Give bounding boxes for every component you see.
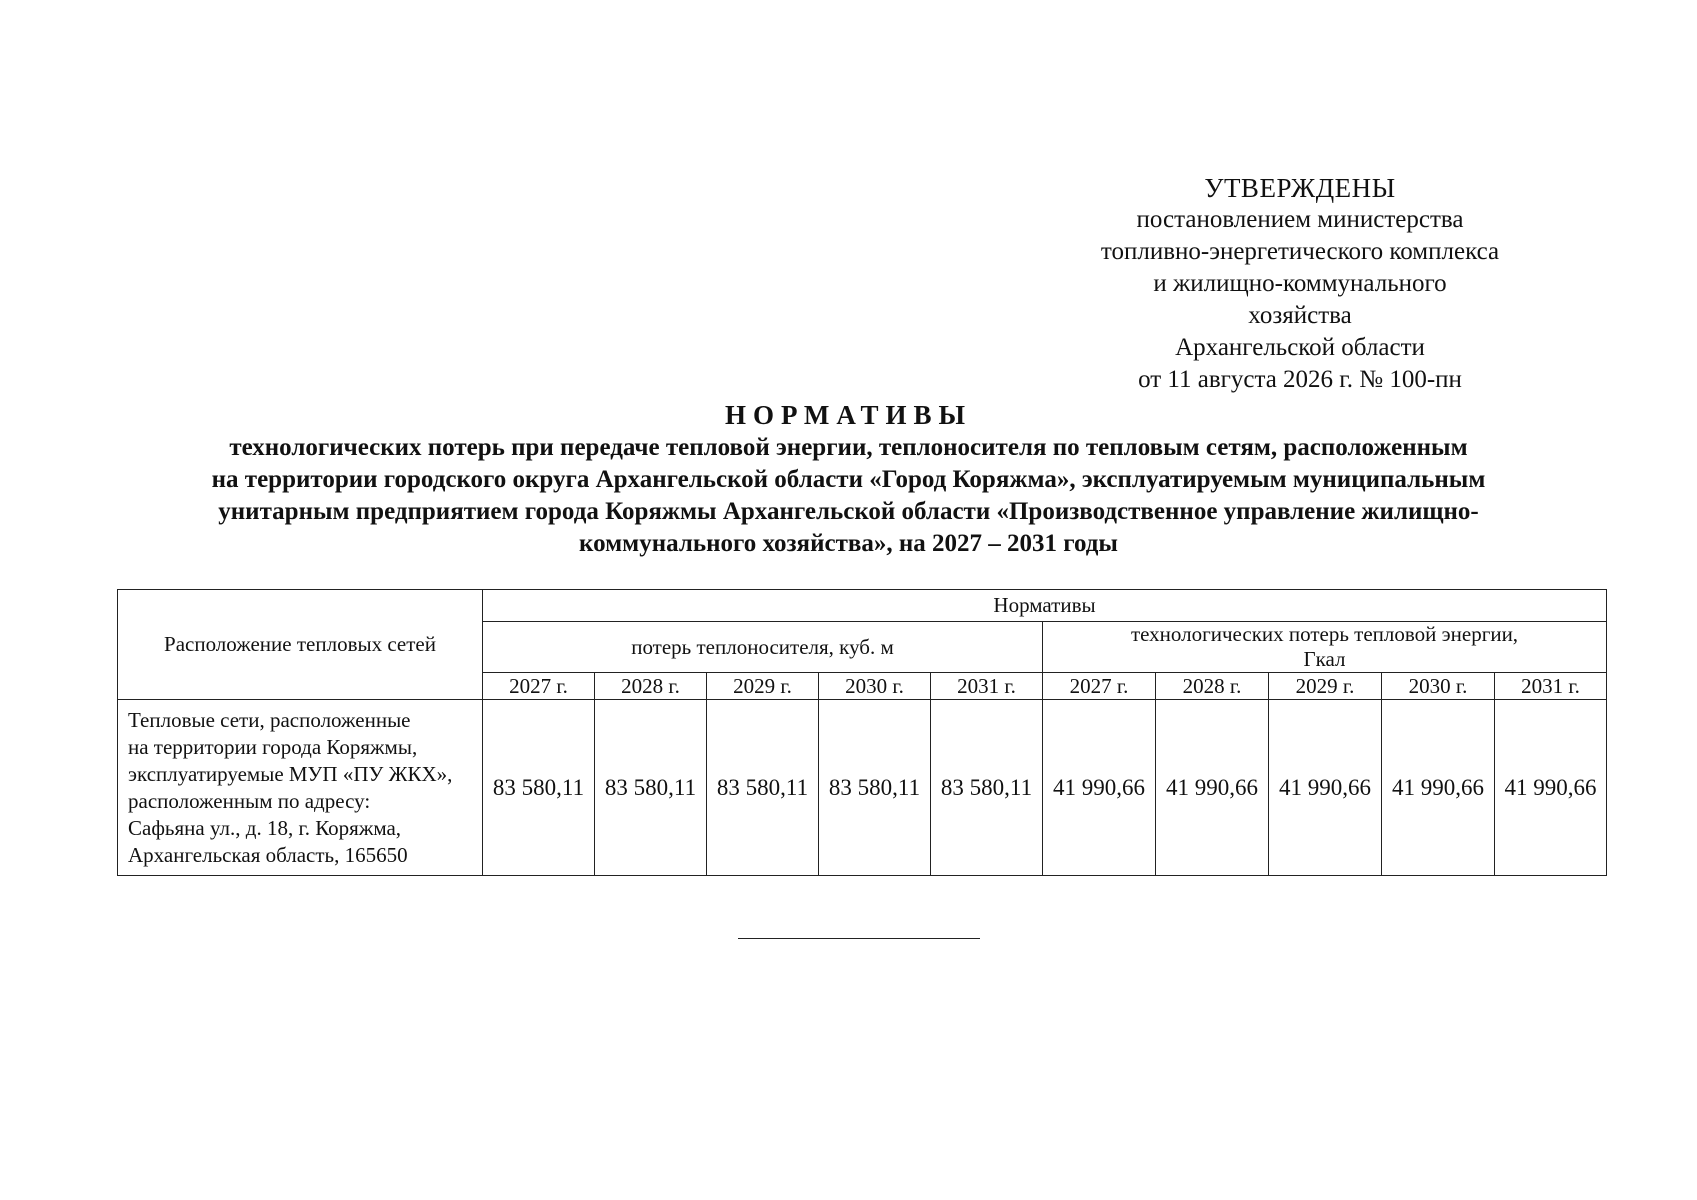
year-header: 2028 г.: [1156, 673, 1269, 700]
heat-value: 41 990,66: [1269, 700, 1382, 876]
location-line: на территории города Коряжмы,: [128, 734, 418, 759]
year-header: 2030 г.: [1382, 673, 1495, 700]
location-line: эксплуатируемые МУП «ПУ ЖКХ»,: [128, 761, 453, 786]
approval-line: топливно-энергетического комплекса: [1100, 238, 1500, 265]
year-header: 2027 г.: [483, 673, 595, 700]
year-header: 2028 г.: [595, 673, 707, 700]
year-header: 2027 г.: [1043, 673, 1156, 700]
subtitle-line: на территории городского округа Архангельской области «Город Коряжма», эксплуатируемым муниципальным: [211, 466, 1486, 493]
approval-line: и жилищно-коммунального хозяйства: [1153, 270, 1447, 329]
year-header: 2030 г.: [819, 673, 931, 700]
subtitle-line: коммунального хозяйства», на 2027 – 2031 годы: [579, 530, 1118, 557]
location-cell: [118, 700, 483, 876]
table-row: [118, 700, 1607, 876]
year-header: 2029 г.: [1269, 673, 1382, 700]
location-line: расположенным по адресу:: [128, 788, 371, 813]
heat-losses-header: [1043, 622, 1607, 673]
heat-header-unit: Гкал: [1303, 647, 1346, 671]
heat-header-line: технологических потерь тепловой энергии,: [1130, 622, 1519, 646]
year-header: 2029 г.: [707, 673, 819, 700]
location-line: Архангельская область, 165650: [128, 842, 408, 867]
approval-block: [1100, 172, 1500, 396]
coolant-value: 83 580,11: [595, 700, 707, 876]
subtitle-line: унитарным предприятием города Коряжмы Архангельской области «Производственное управление жилищно-: [218, 498, 1479, 525]
location-line: Тепловые сети, расположенные: [128, 707, 411, 732]
approval-line: Архангельской области: [1175, 334, 1425, 361]
document-heading: [100, 398, 1597, 560]
coolant-value: 83 580,11: [931, 700, 1043, 876]
coolant-value: 83 580,11: [483, 700, 595, 876]
year-header: 2031 г.: [1495, 673, 1607, 700]
location-line: Сафьяна ул., д. 18, г. Коряжма,: [128, 815, 402, 840]
year-header: 2031 г.: [931, 673, 1043, 700]
table-header-row: [118, 590, 1607, 622]
heat-value: 41 990,66: [1043, 700, 1156, 876]
coolant-value: 83 580,11: [819, 700, 931, 876]
coolant-value: 83 580,11: [707, 700, 819, 876]
heat-value: 41 990,66: [1495, 700, 1607, 876]
coolant-losses-header: потерь теплоносителя, куб. м: [483, 622, 1043, 673]
norms-table: [117, 589, 1607, 876]
norms-group-header: Нормативы: [483, 590, 1607, 622]
approval-date: от 11 августа 2026 г. № 100-пн: [1138, 366, 1462, 393]
heat-value: 41 990,66: [1382, 700, 1495, 876]
subtitle-line: технологических потерь при передаче тепловой энергии, теплоносителя по тепловым сетям, расположенным: [229, 434, 1468, 461]
approval-line: постановлением министерства: [1136, 206, 1464, 233]
location-header: Расположение тепловых сетей: [118, 590, 483, 700]
separator-line: [738, 938, 980, 939]
heat-value: 41 990,66: [1156, 700, 1269, 876]
approval-title: УТВЕРЖДЕНЫ: [1204, 173, 1396, 203]
document-title: НОРМАТИВЫ: [724, 400, 973, 430]
